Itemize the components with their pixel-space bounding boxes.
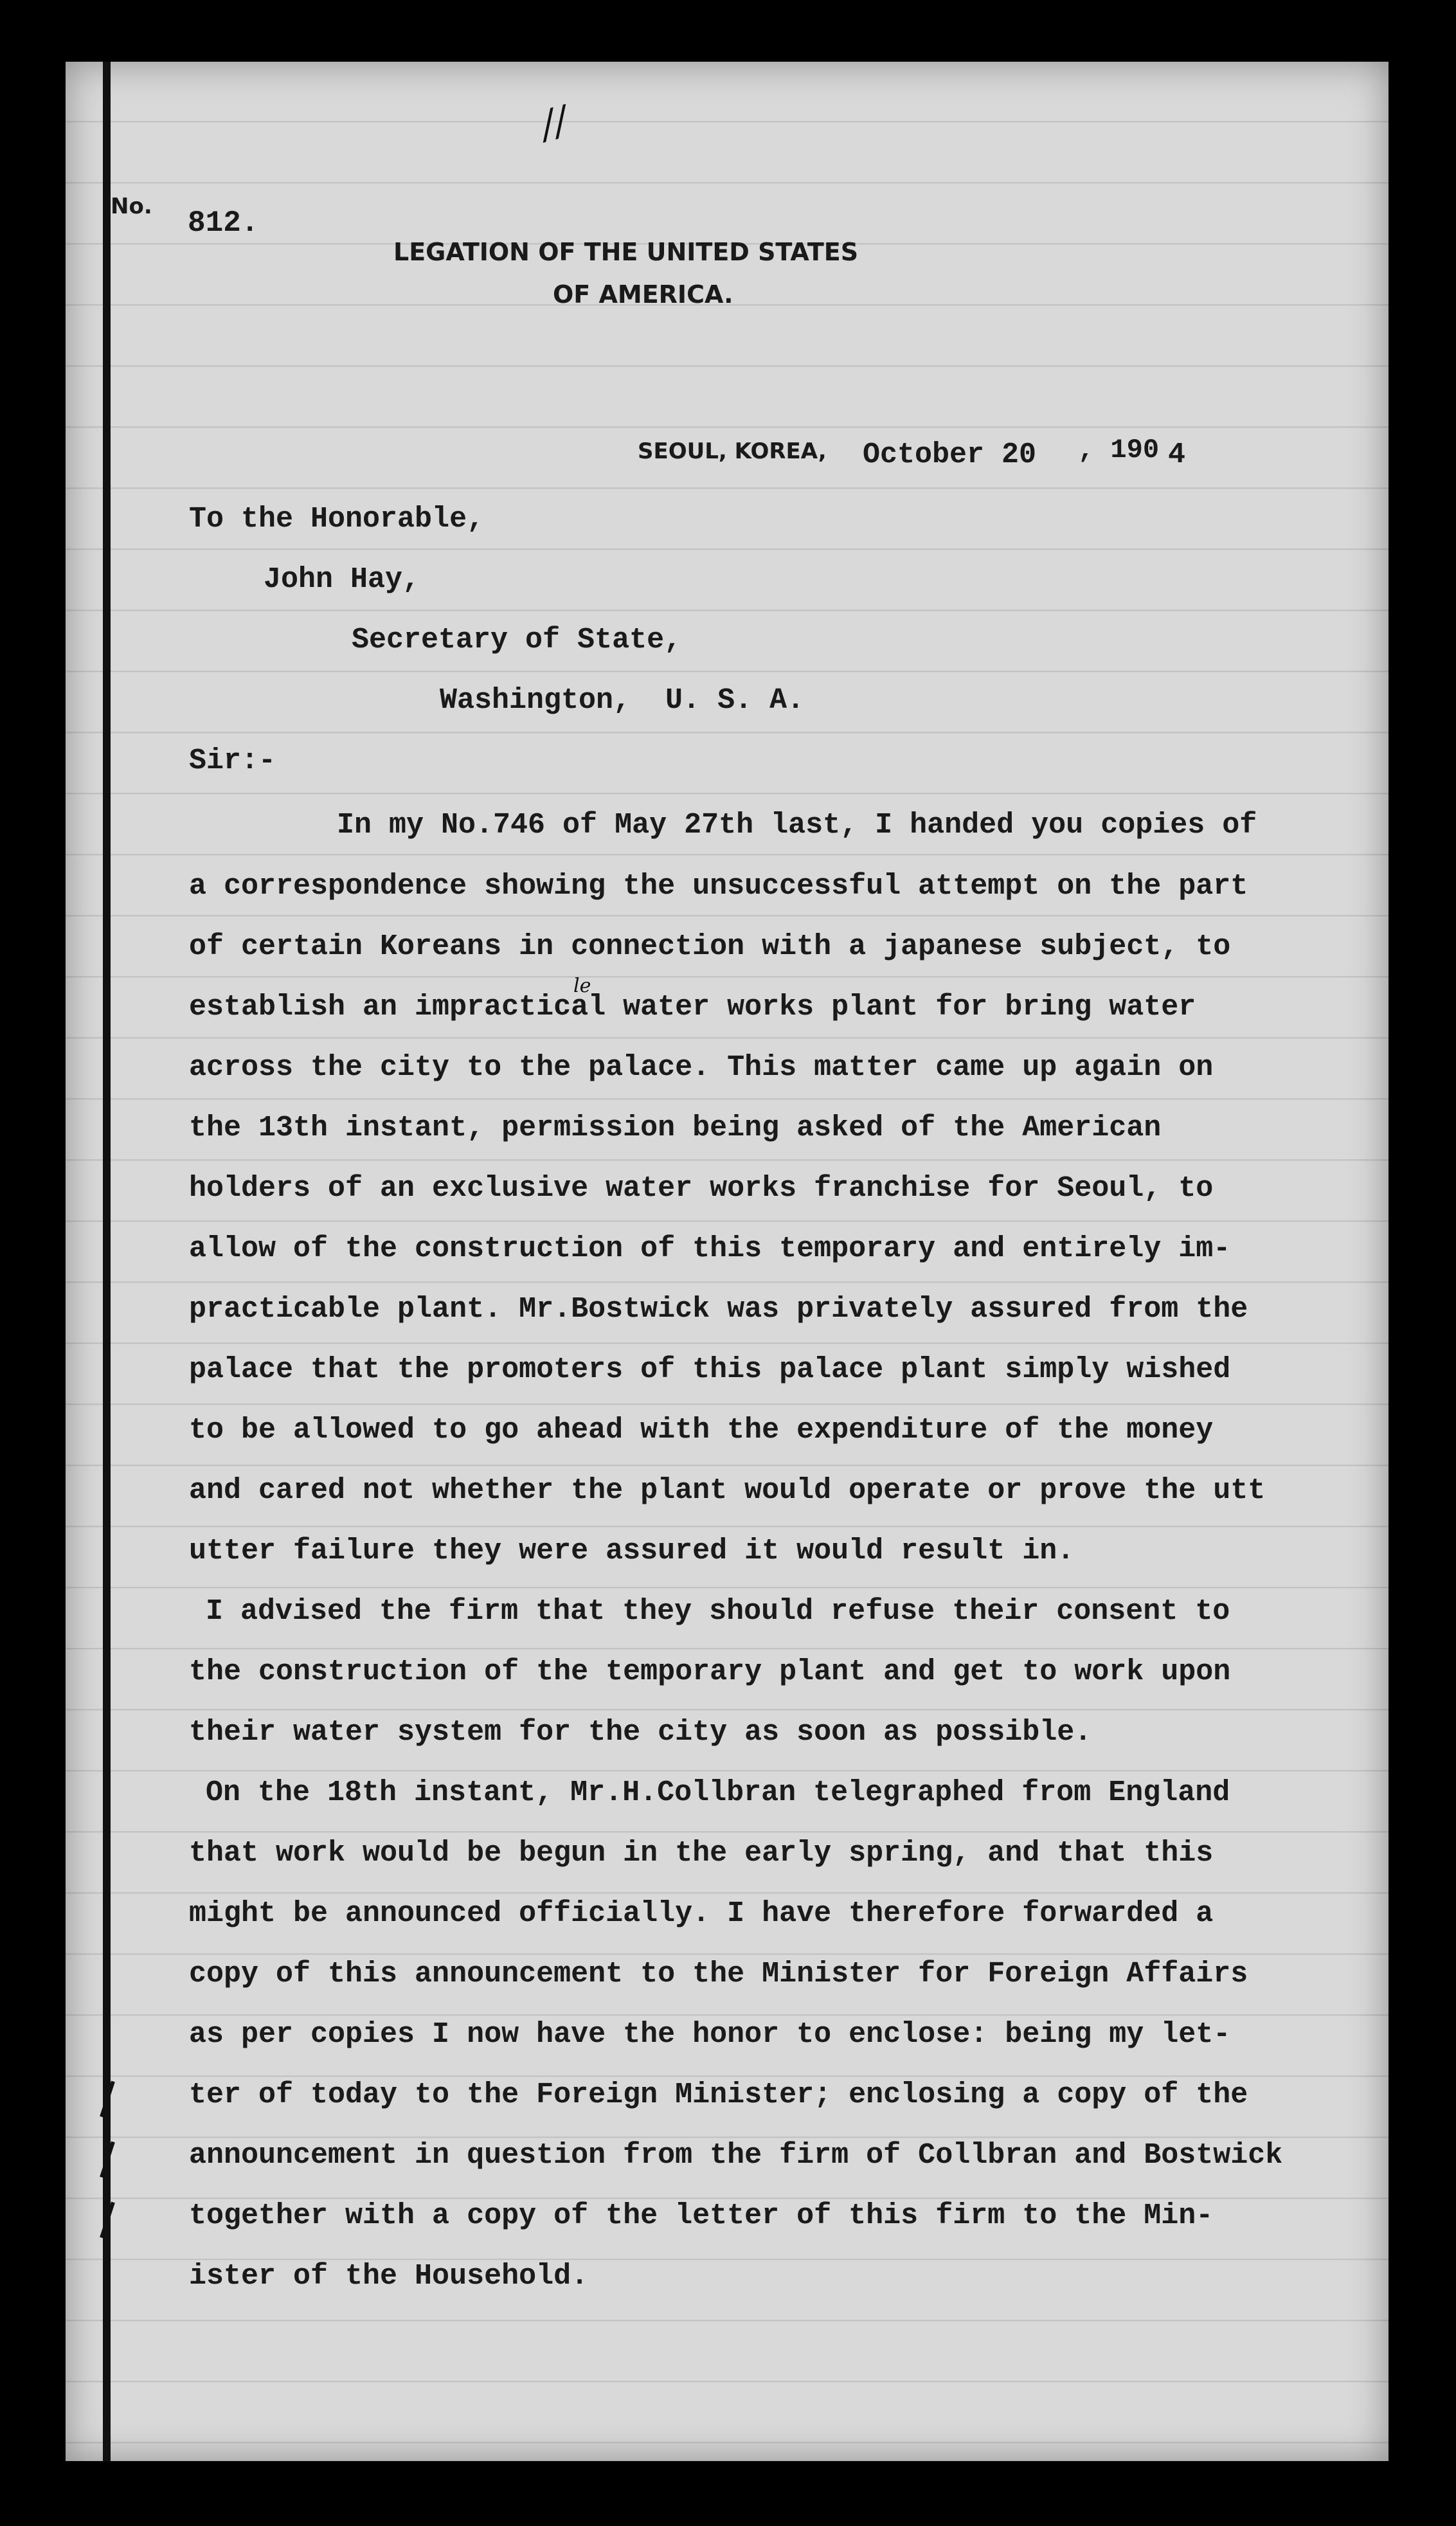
address-line: Secretary of State,	[352, 624, 682, 656]
address-line: To the Honorable,	[189, 503, 485, 536]
despatch-number-label: No.	[111, 194, 152, 219]
dateline-place: SEOUL, KOREA,	[638, 438, 827, 464]
body-line: as per copies I now have the honor to enclose: being my let-	[189, 2018, 1231, 2051]
body-line: copy of this announcement to the Minister for Foreign Affairs	[189, 1958, 1248, 1990]
address-line: Washington, U. S. A.	[440, 684, 805, 717]
document-page	[66, 62, 1389, 2461]
body-line: ister of the Household.	[189, 2260, 589, 2293]
body-line: to be allowed to go ahead with the expenditure of the money	[189, 1414, 1214, 1447]
body-line: might be announced officially. I have therefore forwarded a	[189, 1897, 1214, 1930]
dateline-year-prefix: , 190	[1078, 435, 1160, 465]
body-line: In my No.746 of May 27th last, I handed you copies of	[337, 809, 1257, 842]
body-line: allow of the construction of this temporary and entirely im-	[189, 1232, 1231, 1265]
body-line: announcement in question from the firm of Collbran and Bostwick	[189, 2139, 1283, 2172]
body-line: that work would be begun in the early spring, and that this	[189, 1837, 1214, 1870]
body-line: establish an impractical water works plant for bring water	[189, 991, 1196, 1024]
body-line: the 13th instant, permission being asked of the American	[189, 1112, 1162, 1144]
body-line: On the 18th instant, Mr.H.Collbran telegraphed from England	[206, 1776, 1230, 1809]
body-line: together with a copy of the letter of this firm to the Min-	[189, 2199, 1214, 2232]
top-handwritten-mark: //	[535, 97, 573, 149]
body-line: ter of today to the Foreign Minister; enclosing a copy of the	[189, 2079, 1248, 2111]
body-line: across the city to the palace. This matter came up again on	[189, 1051, 1214, 1084]
body-line: palace that the promoters of this palace plant simply wished	[189, 1353, 1231, 1386]
body-line: I advised the firm that they should refuse their consent to	[206, 1595, 1230, 1628]
letterhead-line1: LEGATION OF THE UNITED STATES	[393, 238, 859, 266]
body-line: practicable plant. Mr.Bostwick was privately assured from the	[189, 1293, 1248, 1326]
despatch-number: 812.	[188, 206, 259, 240]
dateline-year-suffix: 4	[1168, 438, 1186, 471]
dateline-date: October 20	[863, 438, 1037, 471]
body-line: utter failure they were assured it would result in.	[189, 1535, 1075, 1567]
salutation: Sir:-	[189, 744, 276, 777]
body-line: holders of an exclusive water works franchise for Seoul, to	[189, 1172, 1214, 1205]
interlinear-insert: le	[573, 975, 591, 997]
body-line: of certain Koreans in connection with a japanese subject, to	[189, 930, 1231, 963]
address-line: John Hay,	[264, 563, 420, 596]
body-line: a correspondence showing the unsuccessful attempt on the part	[189, 870, 1248, 903]
body-line: and cared not whether the plant would operate or prove the utt	[189, 1474, 1266, 1507]
body-line: their water system for the city as soon as possible.	[189, 1716, 1092, 1749]
body-line: the construction of the temporary plant and get to work upon	[189, 1655, 1231, 1688]
letterhead-line2: OF AMERICA.	[553, 280, 733, 309]
